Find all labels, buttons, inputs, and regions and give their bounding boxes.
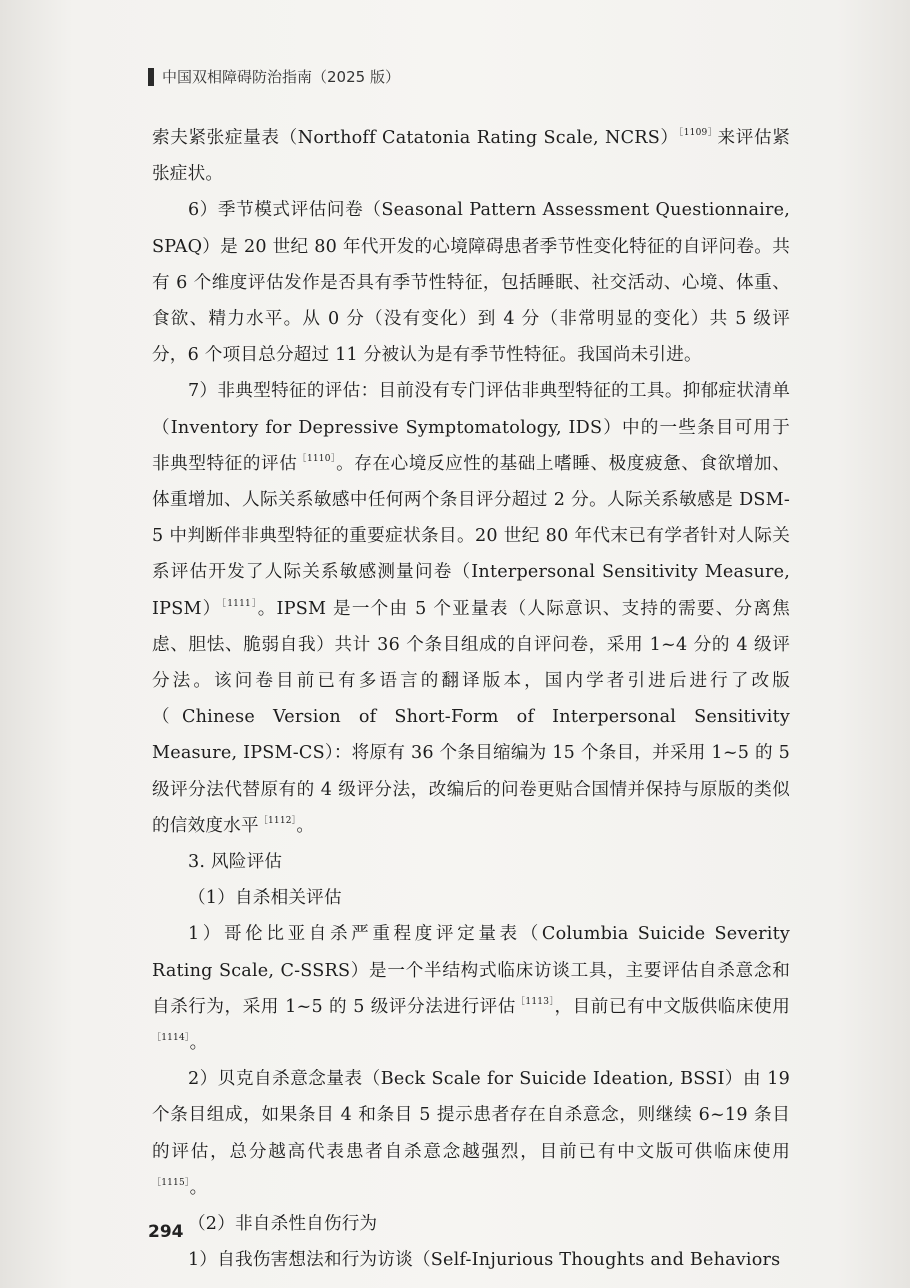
subsection-heading-nssi: （2）非自杀性自伤行为 [188, 1214, 378, 1235]
citation: ［1114］ [152, 1033, 190, 1044]
citation: ［1110］ [297, 453, 337, 464]
page-number: 294 [148, 1222, 184, 1242]
paragraph-ncrs: 索夫紧张症量表（Northoff Catatonia Rating Scale, NCRS）$^{[1109]}$来评估紧张症状。 [152, 128, 791, 185]
paragraph-cssrs: 1）哥伦比亚自杀严重程度评定量表（Columbia Suicide Severity Rating Scale, C-SSRS）是一个半结构式临床访谈工具，主要评估自杀意念和自杀行为，采用 1~5 的 5 级评分法进行评估$^{[1113]}$，目前已有中文版供临床使用$^{[1114]}$。 [152, 924, 790, 1054]
paragraph-spaq: 6）季节模式评估问卷（Seasonal Pattern Assessment Questionnaire, SPAQ）是 20 世纪 80 年代开发的心境障碍患者季节性变化特征的自评问卷。共有 6 个维度评估发作是否具有季节性特征，包括睡眠、社交活动、心境、体重、食欲、精力水平。从 0 分（没有变化）到 4 分（非常明显的变化）共 5 级评分，6 个项目总分超过 11 分被认为是有季节性特征。我国尚未引进。 [152, 200, 790, 366]
citation: ［1109］ [678, 128, 718, 138]
running-head-title: 中国双相障碍防治指南（2025 版） [162, 68, 400, 86]
paragraph-sitbi: 1）自我伤害想法和行为访谈（Self-Injurious Thoughts and Behaviors [188, 1250, 781, 1271]
citation: ［1115］ [152, 1177, 190, 1188]
running-head [148, 66, 400, 87]
body-text [152, 120, 790, 1279]
citation: ［1111］ [221, 598, 258, 609]
paragraph-bssi: 2）贝克自杀意念量表（Beck Scale for Suicide Ideation, BSSI）由 19 个条目组成，如果条目 4 和条目 5 提示患者存在自杀意念，则继续 6~19 条目的评估，总分越高代表患者自杀意念越强烈，目前已有中文版可供临床使用$^{[1115]}$。 [152, 1069, 790, 1198]
section-heading-risk: 3. 风险评估 [188, 852, 283, 873]
subsection-heading-suicide: （1）自杀相关评估 [188, 888, 342, 909]
citation: ［1112］ [258, 815, 297, 826]
header-bar-icon [148, 68, 154, 86]
citation: ［1113］ [515, 996, 555, 1007]
paragraph-atypical: 7）非典型特征的评估：目前没有专门评估非典型特征的工具。抑郁症状清单（Inventory for Depressive Symptomatology, IDS）中的一些条目可用于非典型特征的评估$^{[1110]}$。存在心境反应性的基础上嗜睡、极度疲惫、食欲增加、体重增加、人际关系敏感中任何两个条目评分超过 2 分。人际关系敏感是 DSM-5 中判断伴非典型特征的重要症状条目。20 世纪 80 年代末已有学者针对人际关系评估开发了人际关系敏感测量问卷（Interpersonal Sensitivity Measure, IPSM）$^{[1111]}$。IPSM 是一个由 5 个亚量表（人际意识、支持的需要、分离焦虑、胆怯、脆弱自我）共计 36 个条目组成的自评问卷，采用 1~4 分的 4 级评分法。该问卷目前已有多语言的翻译版本，国内学者引进后进行了改版（Chinese Version of Short-Form of Interpersonal Sensitivity Measure, IPSM-CS）：将原有 36 个条目缩编为 15 个条目，并采用 1~5 的 5 级评分法代替原有的 4 级评分法，改编后的问卷更贴合国情并保持与原版的类似的信效度水平$^{[1112]}$。 [152, 381, 790, 836]
